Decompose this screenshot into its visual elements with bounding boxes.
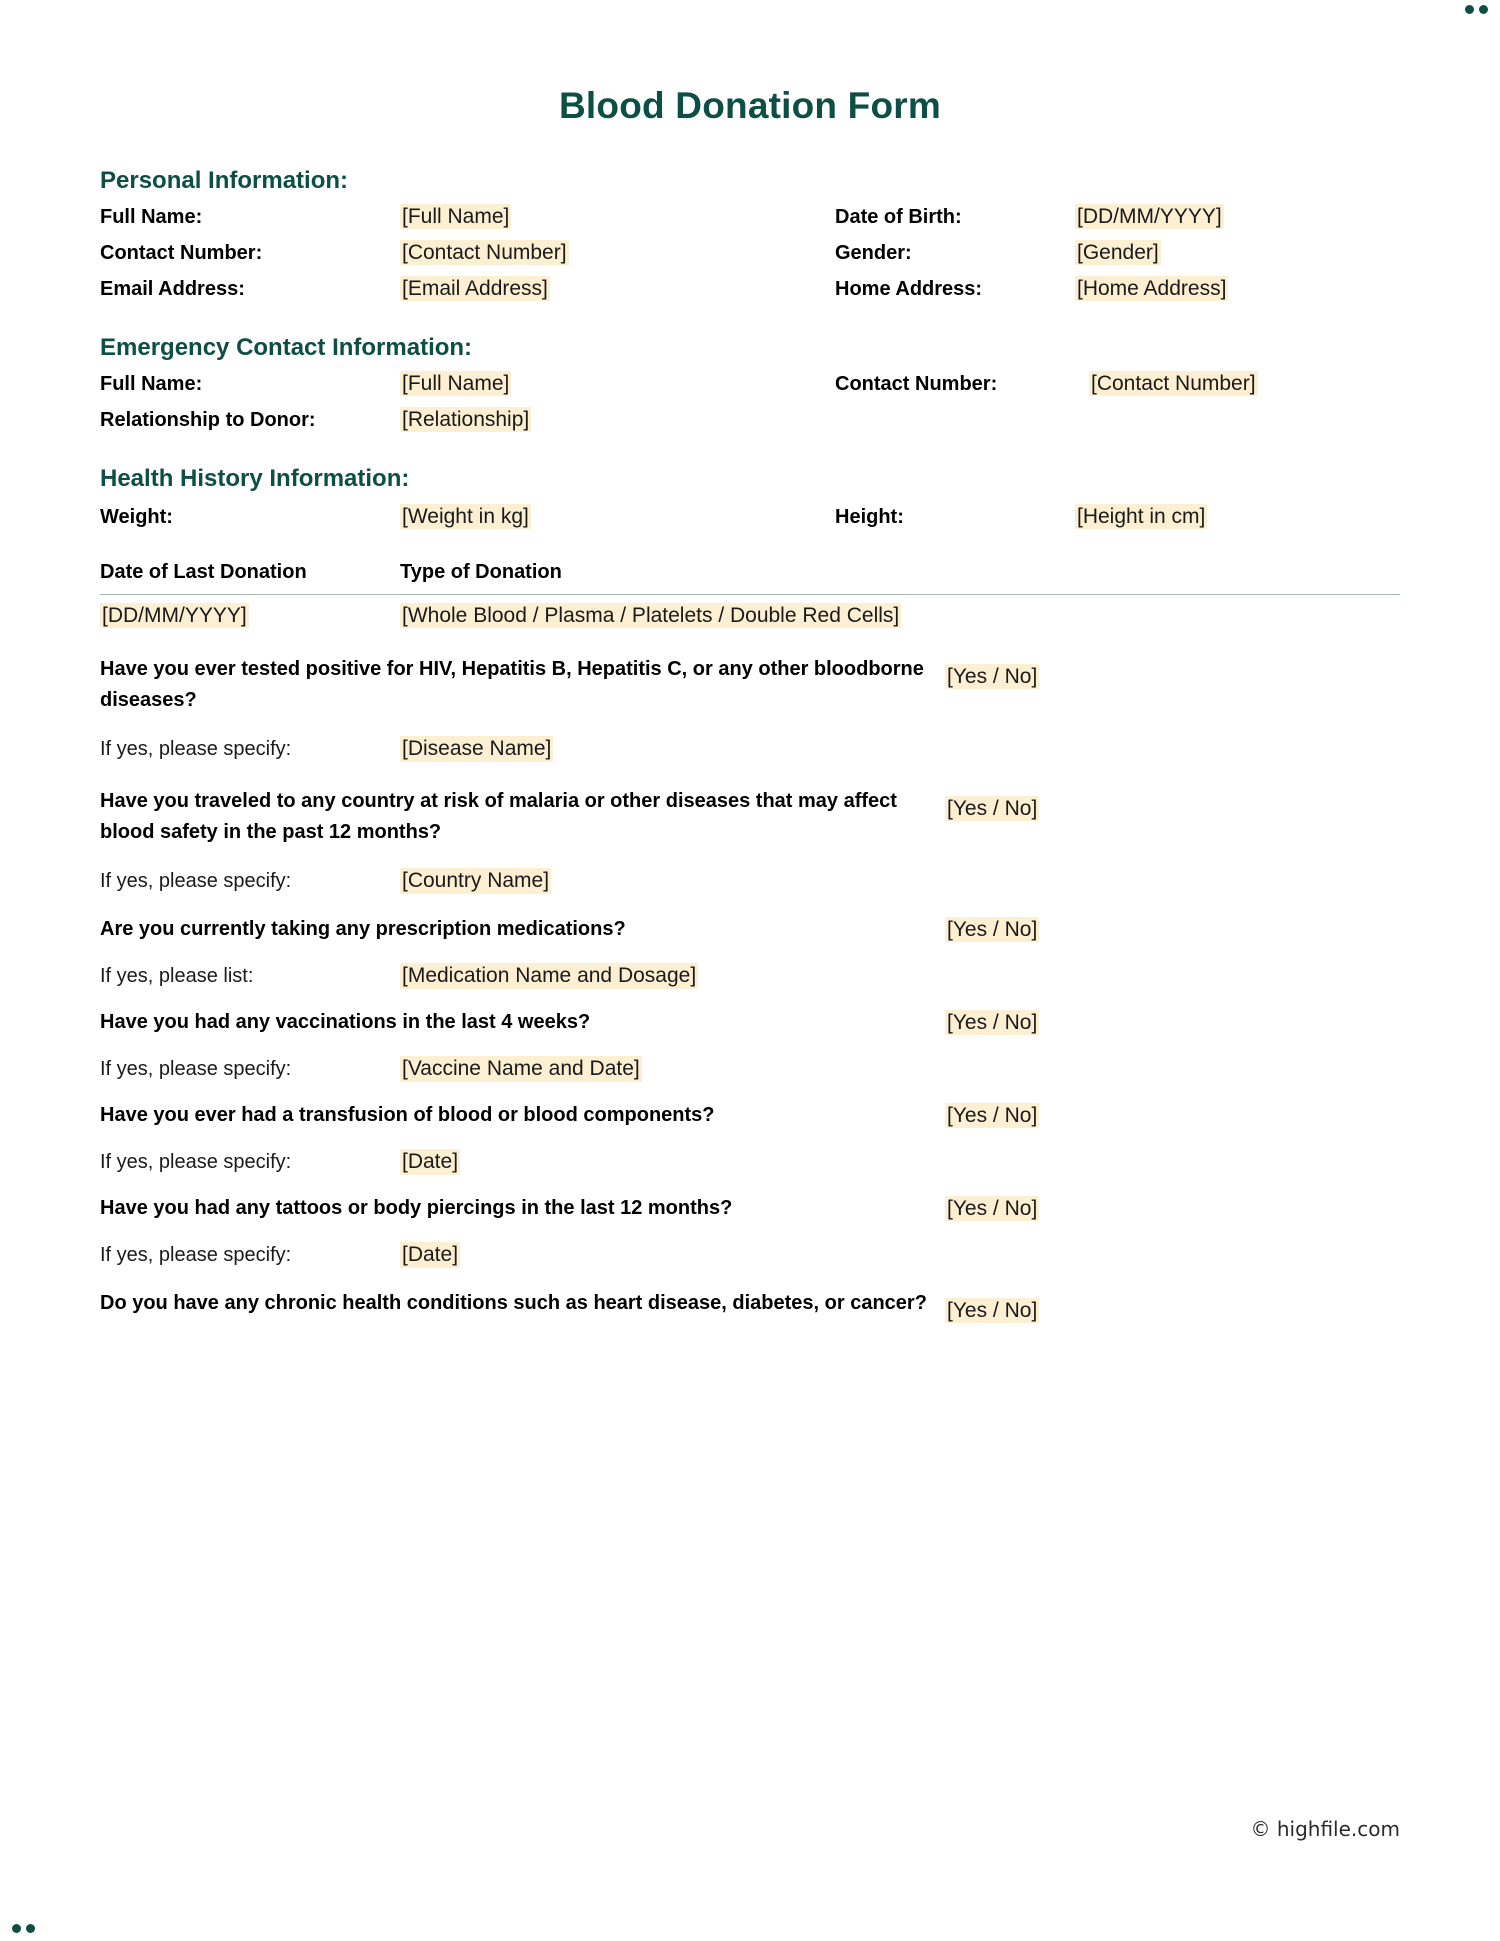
question-row-chronic-conditions bbox=[100, 1288, 1400, 1323]
question-text: Have you ever had a transfusion of blood or blood components? bbox=[100, 1104, 715, 1126]
question-answer bbox=[945, 1007, 1400, 1035]
question-row-tattoos-piercings bbox=[100, 1193, 1400, 1224]
follow-up-value[interactable]: [Country Name] bbox=[402, 869, 550, 892]
question-answer bbox=[945, 914, 1400, 942]
question-text: Have you had any vaccinations in the last 4 weeks? bbox=[100, 1011, 591, 1033]
follow-up-row-tattoos-piercings bbox=[100, 1242, 1400, 1268]
follow-up-row-travel-malaria bbox=[100, 868, 1400, 894]
emergency-contact-row bbox=[100, 372, 1400, 396]
answer-yes-no[interactable]: [Yes / No] bbox=[947, 1299, 1038, 1322]
follow-up-value[interactable]: [Disease Name] bbox=[402, 737, 552, 760]
question-text: Do you have any chronic health conditions such as heart disease, diabetes, or cancer? bbox=[100, 1292, 927, 1314]
question-answer bbox=[945, 1193, 1400, 1221]
date-of-birth-label: Date of Birth: bbox=[835, 206, 962, 228]
weight-label: Weight: bbox=[100, 506, 173, 528]
question-row-travel-malaria bbox=[100, 786, 1400, 848]
question-row-hiv-hepatitis bbox=[100, 654, 1400, 716]
emergency-contact-number-label: Contact Number: bbox=[835, 373, 998, 395]
table-header-row bbox=[100, 561, 1400, 595]
follow-up-row-vaccinations bbox=[100, 1056, 1400, 1082]
date-of-last-donation-value[interactable]: [DD/MM/YYYY] bbox=[102, 604, 247, 627]
follow-up-label: If yes, please specify: bbox=[100, 1058, 292, 1080]
table-cell-date-of-last-donation bbox=[100, 595, 400, 629]
emergency-full-name-label: Full Name: bbox=[100, 373, 203, 395]
height-label: Height: bbox=[835, 506, 904, 528]
column-header-date-of-last-donation: Date of Last Donation bbox=[100, 561, 400, 595]
footer-copyright: © highfile.com bbox=[1250, 1817, 1400, 1841]
section-heading-health-history: Health History Information: bbox=[100, 465, 410, 492]
answer-yes-no[interactable]: [Yes / No] bbox=[947, 665, 1038, 688]
email-address-label: Email Address: bbox=[100, 278, 245, 300]
question-answer bbox=[945, 654, 1400, 689]
column-header-type-of-donation: Type of Donation bbox=[400, 561, 1400, 595]
last-donation-table bbox=[100, 561, 1400, 628]
personal-info-row bbox=[100, 277, 1400, 301]
table-cell-type-of-donation bbox=[400, 595, 1400, 629]
follow-up-label: If yes, please specify: bbox=[100, 870, 292, 892]
question-answer bbox=[945, 1100, 1400, 1128]
follow-up-label: If yes, please specify: bbox=[100, 738, 292, 760]
full-name-label: Full Name: bbox=[100, 206, 203, 228]
question-text: Have you traveled to any country at risk of malaria or other diseases that may affect blood safety in the past 12 months? bbox=[100, 790, 897, 843]
date-of-birth-value[interactable]: [DD/MM/YYYY] bbox=[1077, 205, 1222, 228]
section-heading-emergency-contact: Emergency Contact Information: bbox=[100, 334, 473, 361]
answer-yes-no[interactable]: [Yes / No] bbox=[947, 918, 1038, 941]
page-marker-bottom-left bbox=[12, 1924, 35, 1933]
contact-number-label: Contact Number: bbox=[100, 242, 263, 264]
question-text: Have you ever tested positive for HIV, Hepatitis B, Hepatitis C, or any other bloodborne diseases? bbox=[100, 658, 924, 711]
question-row-prescription-medications bbox=[100, 914, 1400, 945]
question-row-vaccinations bbox=[100, 1007, 1400, 1038]
page-title: Blood Donation Form bbox=[559, 85, 941, 126]
relationship-to-donor-label: Relationship to Donor: bbox=[100, 409, 316, 431]
personal-info-row bbox=[100, 241, 1400, 265]
marker-dot bbox=[26, 1924, 35, 1933]
answer-yes-no[interactable]: [Yes / No] bbox=[947, 797, 1038, 820]
follow-up-row-hiv-hepatitis bbox=[100, 736, 1400, 762]
contact-number-value[interactable]: [Contact Number] bbox=[402, 241, 567, 264]
question-answer bbox=[945, 786, 1400, 821]
email-address-value[interactable]: [Email Address] bbox=[402, 277, 548, 300]
follow-up-value[interactable]: [Date] bbox=[402, 1243, 459, 1266]
section-heading-personal-information: Personal Information: bbox=[100, 167, 349, 194]
answer-yes-no[interactable]: [Yes / No] bbox=[947, 1011, 1038, 1034]
measurements-row bbox=[100, 505, 1400, 529]
answer-yes-no[interactable]: [Yes / No] bbox=[947, 1197, 1038, 1220]
home-address-label: Home Address: bbox=[835, 278, 983, 300]
question-text: Have you had any tattoos or body piercings in the last 12 months? bbox=[100, 1197, 733, 1219]
follow-up-value[interactable]: [Medication Name and Dosage] bbox=[402, 964, 697, 987]
relationship-to-donor-value[interactable]: [Relationship] bbox=[402, 408, 530, 431]
gender-value[interactable]: [Gender] bbox=[1077, 241, 1159, 264]
follow-up-row-transfusion bbox=[100, 1149, 1400, 1175]
emergency-contact-row bbox=[100, 408, 1400, 432]
personal-info-row bbox=[100, 205, 1400, 229]
table-row bbox=[100, 595, 1400, 629]
home-address-value[interactable]: [Home Address] bbox=[1077, 277, 1227, 300]
weight-value[interactable]: [Weight in kg] bbox=[402, 505, 529, 528]
follow-up-value[interactable]: [Vaccine Name and Date] bbox=[402, 1057, 640, 1080]
question-text: Are you currently taking any prescription medications? bbox=[100, 918, 626, 940]
follow-up-row-prescription-medications bbox=[100, 963, 1400, 989]
marker-dot bbox=[12, 1924, 21, 1933]
type-of-donation-value[interactable]: [Whole Blood / Plasma / Platelets / Double Red Cells] bbox=[402, 604, 900, 627]
full-name-value[interactable]: [Full Name] bbox=[402, 205, 510, 228]
follow-up-label: If yes, please specify: bbox=[100, 1244, 292, 1266]
follow-up-label: If yes, please list: bbox=[100, 965, 254, 987]
emergency-full-name-value[interactable]: [Full Name] bbox=[402, 372, 510, 395]
follow-up-value[interactable]: [Date] bbox=[402, 1150, 459, 1173]
answer-yes-no[interactable]: [Yes / No] bbox=[947, 1104, 1038, 1127]
question-row-transfusion bbox=[100, 1100, 1400, 1131]
question-answer bbox=[945, 1288, 1400, 1323]
height-value[interactable]: [Height in cm] bbox=[1077, 505, 1206, 528]
emergency-contact-number-value[interactable]: [Contact Number] bbox=[1091, 372, 1256, 395]
follow-up-label: If yes, please specify: bbox=[100, 1151, 292, 1173]
gender-label: Gender: bbox=[835, 242, 912, 264]
